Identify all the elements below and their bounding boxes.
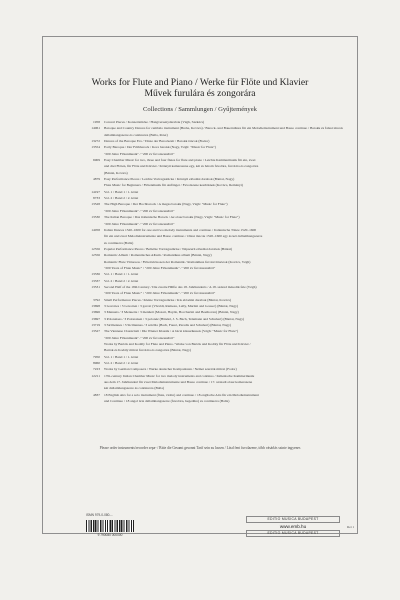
catalog-description: und drei Flöten, für Flöte und Klavier / Könnyű kamarazene egy, két és három fuvolára, fuvolára és zongorára <box>104 164 259 169</box>
catalog-description: "200 Years of Flute Music" / "200 Jahre Flötenmusik" / "200 év fuvolazenéből" <box>104 291 216 296</box>
catalog-description: Second Half of the 18th Century / Die zweite Hälfte des 18. Jahrhunderts / A 18. század második fele (Végh) <box>104 284 257 289</box>
catalog-entry <box>86 398 344 404</box>
catalog-description: Baroque and Country Dances for cembalo instrument (Brebe, Kovács) / Barock- und Bauerntänze für ein Melodieinstrument und Basso continuo / Barokk és falusi táncok <box>104 126 343 131</box>
publisher-name-bottom: EDITIO MUSICA BUDAPEST <box>246 530 340 537</box>
catalog-description: 3 Menuets / 3 Menuette / 3 menüett (Mozart, Haydn, Boccherini and Beethoven) (Bántai, Nagy) <box>104 310 239 315</box>
catalog-description: aus dem 17. Jahrhundert für zwei Melodieinstrumente und Basso continuo / 17. századi olasz kamarazene <box>104 380 253 385</box>
catalog-number: 7950 <box>93 354 100 359</box>
catalog-number: 13719 <box>91 323 100 327</box>
catalog-description: 17th-century Italian Chamber Music for two melody instruments and continuo / Italienische Kammermusik <box>104 373 255 378</box>
catalog-description: Vol. 2 / Band 2 / 2. kötet <box>104 278 139 283</box>
catalog-number: 13528 <box>91 202 100 207</box>
catalog-description: Easy Performance Pieces / Leichte Vortragsstücke / Könnyű előadási darabok (Bántai, Nagy) <box>104 177 235 182</box>
catalog-description: és continuóra (Balla) <box>104 240 134 245</box>
catalog-number: 13554 <box>91 145 100 150</box>
catalog-number: 13530 <box>91 215 100 220</box>
catalog-number: 13272 <box>91 139 100 144</box>
catalog-number: 6909 <box>93 158 100 163</box>
catalog-description: Romantic Album / Romantisches Album / Romantikus album (Bántai, Nagy) <box>104 253 212 258</box>
catalog-number: 4837 <box>93 392 100 397</box>
catalog-description: Vol. 1 / Band 1 / 1. kötet <box>104 272 139 277</box>
catalog-description: Dances of the Baroque Era / Tänze der Barockzeit / Barokk táncok (Bodor) <box>104 139 210 144</box>
catalog-description: "200 Years of Flute Music" / "200 Jahre Flötenmusik" / "200 év fuvolazenéből" <box>104 265 216 270</box>
catalog-description: (Bántai, Kovács) <box>104 170 128 175</box>
catalog-number: 1958 <box>93 120 100 124</box>
isbn-label: ISMN 979-0-080-... <box>86 513 114 517</box>
catalog-number: 14197 <box>91 189 100 194</box>
catalog-description: Romantic Flute Virtuosos / Flötenvirtuosen der Romantik / Romantikus fuvolavirtuózok (Kovács, Végh) <box>104 259 251 264</box>
page-number: Ret 1 <box>347 525 355 529</box>
catalog-number: 12556 <box>91 253 100 258</box>
catalog-list <box>86 119 344 404</box>
catalog-number: 3792 <box>93 297 100 302</box>
catalog-title-hungarian: Művek furulára és zongorára <box>144 88 256 99</box>
catalog-number: 8733 <box>93 196 100 201</box>
catalog-number: 13337 <box>91 278 100 283</box>
catalog-number: 13696 <box>91 310 100 315</box>
catalog-number: 14058 <box>91 227 100 232</box>
catalog-description: The High Baroque / Der Hochbarock / A magas barokk (Nagy, Végh: "Music for Flute") <box>104 202 228 207</box>
catalog-description: Concert Pieces / Konzertstücke / Hangversenydarabok (Végh, Székács) <box>104 120 205 124</box>
publisher-name-top: EDITIO MUSICA BUDAPEST <box>246 516 340 523</box>
catalog-description: Works by German Composers / Werke deutscher Komponisten / Német szerzők művei (Fodor) <box>104 367 237 372</box>
catalog-number: 13336 <box>91 272 100 277</box>
catalog-number: 4879 <box>93 177 100 182</box>
catalog-description: für ein und zwei Melodieinstrumente und Basso continuo / Olasz táncok 1520–1600 egy és két dallamhangszerre <box>104 234 263 239</box>
catalog-description: The Italian Baroque / Das italienische Barock / Az olasz barokk (Nagy, Végh: "Music for Flute") <box>104 215 240 220</box>
catalog-number: 12211 <box>91 373 100 378</box>
catalog-description: Flute Music for Beginners / Flötenmusik für Anfänger / Fuvolazene kezdőknek (Kovács, Reményi) <box>104 183 243 188</box>
catalog-description: und Continuo / 18 angol ária dallamhangszerre (fuvolára, hegedűre) és continuóra (Balla) <box>104 399 230 404</box>
catalog-number: 13527 <box>91 329 100 334</box>
catalog-title: Works for Flute and Piano / Werke für Flöte und Klavier <box>91 77 309 88</box>
catalog-description: Bartók és Kodály művei fuvolára és zongorára (Bántai, Nagy) <box>104 348 191 353</box>
catalog-number: 8960 <box>93 361 100 366</box>
publisher-block <box>246 516 340 537</box>
catalog-number: 7223 <box>93 367 100 372</box>
catalog-description: Easy Chamber Music for two, three and four flutes for flute and piano / Leichte Kammermusik für ein, zwei <box>104 158 256 163</box>
catalog-description: 18 English Airs for a solo instrument (flute, violin) and continuo / 18 englische Airs für ein Melodieinstrument <box>104 392 259 397</box>
publisher-url: www.emb.hu <box>279 524 307 529</box>
barcode-digits: 9 790080 000000 <box>97 533 123 537</box>
catalog-description: Vol. 2 / Band 2 / 2. kötet <box>104 196 139 201</box>
catalog-description: 3 Siciliennes / 3 Siciliennes / 3 szicília (Bach, Fauré, Paradis and Schubert) (Bántai, Nagy) <box>104 323 232 327</box>
catalog-description: 3 Polonaises / 3 Polonaisen / 3 polonéz (Händel, J. S. Bach, Telemann and Schubert) (Bántai, Nagy) <box>104 316 245 321</box>
catalog-description: Works by Bartók and Kodály for Flute and Piano / Werke von Bartók und Kodály für Flöte und Klavier / <box>104 342 251 347</box>
catalog-description: Early Baroque / Der Frühbarock / Kora barokk (Nagy, Végh: "Music for Flute") <box>104 145 216 150</box>
catalog-description: "200 Jahre Flötenmusik" / "200 év fuvolazenéből" <box>104 221 175 226</box>
catalog-description: Small Performance Pieces / Kleine Vortragsstücke / Kis előadási darabok (Bántai, Kovács) <box>104 297 232 302</box>
catalog-description: The Viennese Classicism / Die Wiener Klassik / A bécsi klasszikusok (Végh: "Music for Flute") <box>104 329 239 334</box>
catalog-description: Popular Performance Pieces / Beliebte Vortragsstücke / Népszerű előadási darabok (Bántai) <box>104 246 233 251</box>
catalog-description: Vol. 2 / Band 2 / 2. kötet <box>104 361 139 366</box>
catalog-number: 13697 <box>91 316 100 321</box>
catalog-description: Vol. 1 / Band 1 / 1. kötet <box>104 354 139 359</box>
catalog-description: 3 Gavottes / 3 Gavotten / 3 gavott (Vivaldi, Rameau, Lully, Martini and Gossec) (Bántai, Nagy) <box>104 303 238 308</box>
catalog-description: dallamhangszerre és continuóra (Balla, Peter) <box>104 132 168 137</box>
catalog-number: 13698 <box>91 303 100 308</box>
barcode <box>86 520 134 532</box>
catalog-number: 14061 <box>91 126 100 131</box>
catalog-description: "200 Jahre Flötenmusik" / "200 év fuvolazenéből" <box>104 151 175 156</box>
catalog-description: "200 Jahre Flötenmusik" / "200 év fuvolazenéből" <box>104 335 175 340</box>
catalog-description: Italian Dances 1520–1600 for one and two melody instruments and continuo / Italienische Tänze 1520–1600 <box>104 227 257 232</box>
footer-note: Please order instruments/recorder sepa- / Bitte die Gesamt gesonnt Tarif sein zu lassen / Lásd fent fuvolazene, több vásárlás szinte ingyenes <box>99 446 301 450</box>
catalog-description: Vol. 1 / Band 1 / 1. kötet <box>104 189 139 194</box>
catalog-subtitle: Collections / Sammlungen / Gyűjtemények <box>143 106 257 113</box>
catalog-description: "200 Jahre Flötenmusik" / "200 év fuvolazenéből" <box>104 208 175 213</box>
catalog-number: 12556 <box>91 246 100 251</box>
catalog-description: két dallamhangszerre és continuóra (Balla) <box>104 386 165 391</box>
catalog-number: 13531 <box>91 284 100 289</box>
